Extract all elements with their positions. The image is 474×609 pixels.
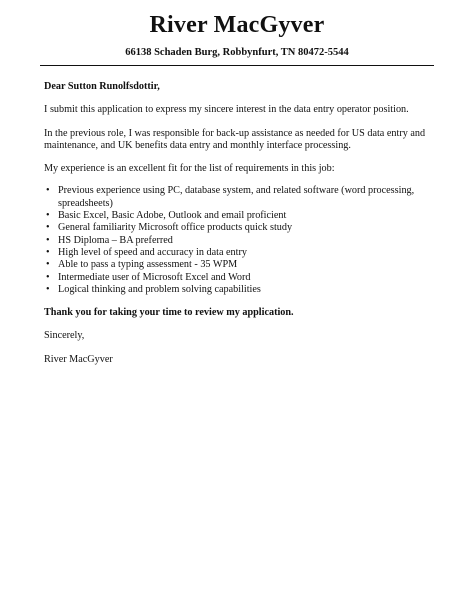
list-item-text: Previous experience using PC, database system, and related software (word processing, spreadsheets) <box>58 185 415 209</box>
bullet-icon: • <box>46 271 50 283</box>
bullet-icon: • <box>46 259 50 271</box>
applicant-address: 66138 Schaden Burg, Robbynfurt, TN 80472-5544 <box>125 47 349 58</box>
bullet-icon: • <box>46 283 50 295</box>
list-item-text: Intermediate user of Microsoft Excel and Word <box>58 271 251 283</box>
experience-paragraph: In the previous role, I was responsible for back-up assistance as needed for US data entry and maintenance, and UK benefits data entry and monthly interface processing. <box>44 127 426 151</box>
bullet-icon: • <box>46 222 50 234</box>
list-item-text: High level of speed and accuracy in data entry <box>58 246 247 258</box>
list-item <box>44 272 436 284</box>
list-item-text: Logical thinking and problem solving capabilities <box>58 283 261 295</box>
list-item-text: Able to pass a typing assessment - 35 WPM <box>58 259 238 271</box>
header-divider <box>40 65 434 66</box>
list-item <box>44 222 436 234</box>
list-item-text: HS Diploma – BA preferred <box>58 234 173 246</box>
requirements-intro: My experience is an excellent fit for the list of requirements in this job: <box>44 163 335 175</box>
closing-statement: Thank you for taking your time to review my application. <box>44 307 294 319</box>
list-item <box>44 247 436 259</box>
applicant-name: River MacGyver <box>149 12 325 38</box>
list-item-text: General familiarity Microsoft office products quick study <box>58 222 293 234</box>
list-item <box>44 210 436 222</box>
bullet-icon: • <box>46 185 50 197</box>
list-item <box>44 235 436 247</box>
greeting: Dear Sutton Runolfsdottir, <box>44 81 160 92</box>
list-item <box>44 185 436 210</box>
bullet-icon: • <box>46 246 50 258</box>
signature: River MacGyver <box>44 353 113 365</box>
sign-off: Sincerely, <box>44 330 85 342</box>
list-item <box>44 259 436 271</box>
intro-paragraph: I submit this application to express my sincere interest in the data entry operator position. <box>44 104 409 116</box>
bullet-icon: • <box>46 234 50 246</box>
letter-body <box>44 81 436 377</box>
requirements-list <box>44 185 436 296</box>
bullet-icon: • <box>46 210 50 222</box>
list-item-text: Basic Excel, Basic Adobe, Outlook and email proficient <box>58 210 287 222</box>
list-item <box>44 284 436 296</box>
